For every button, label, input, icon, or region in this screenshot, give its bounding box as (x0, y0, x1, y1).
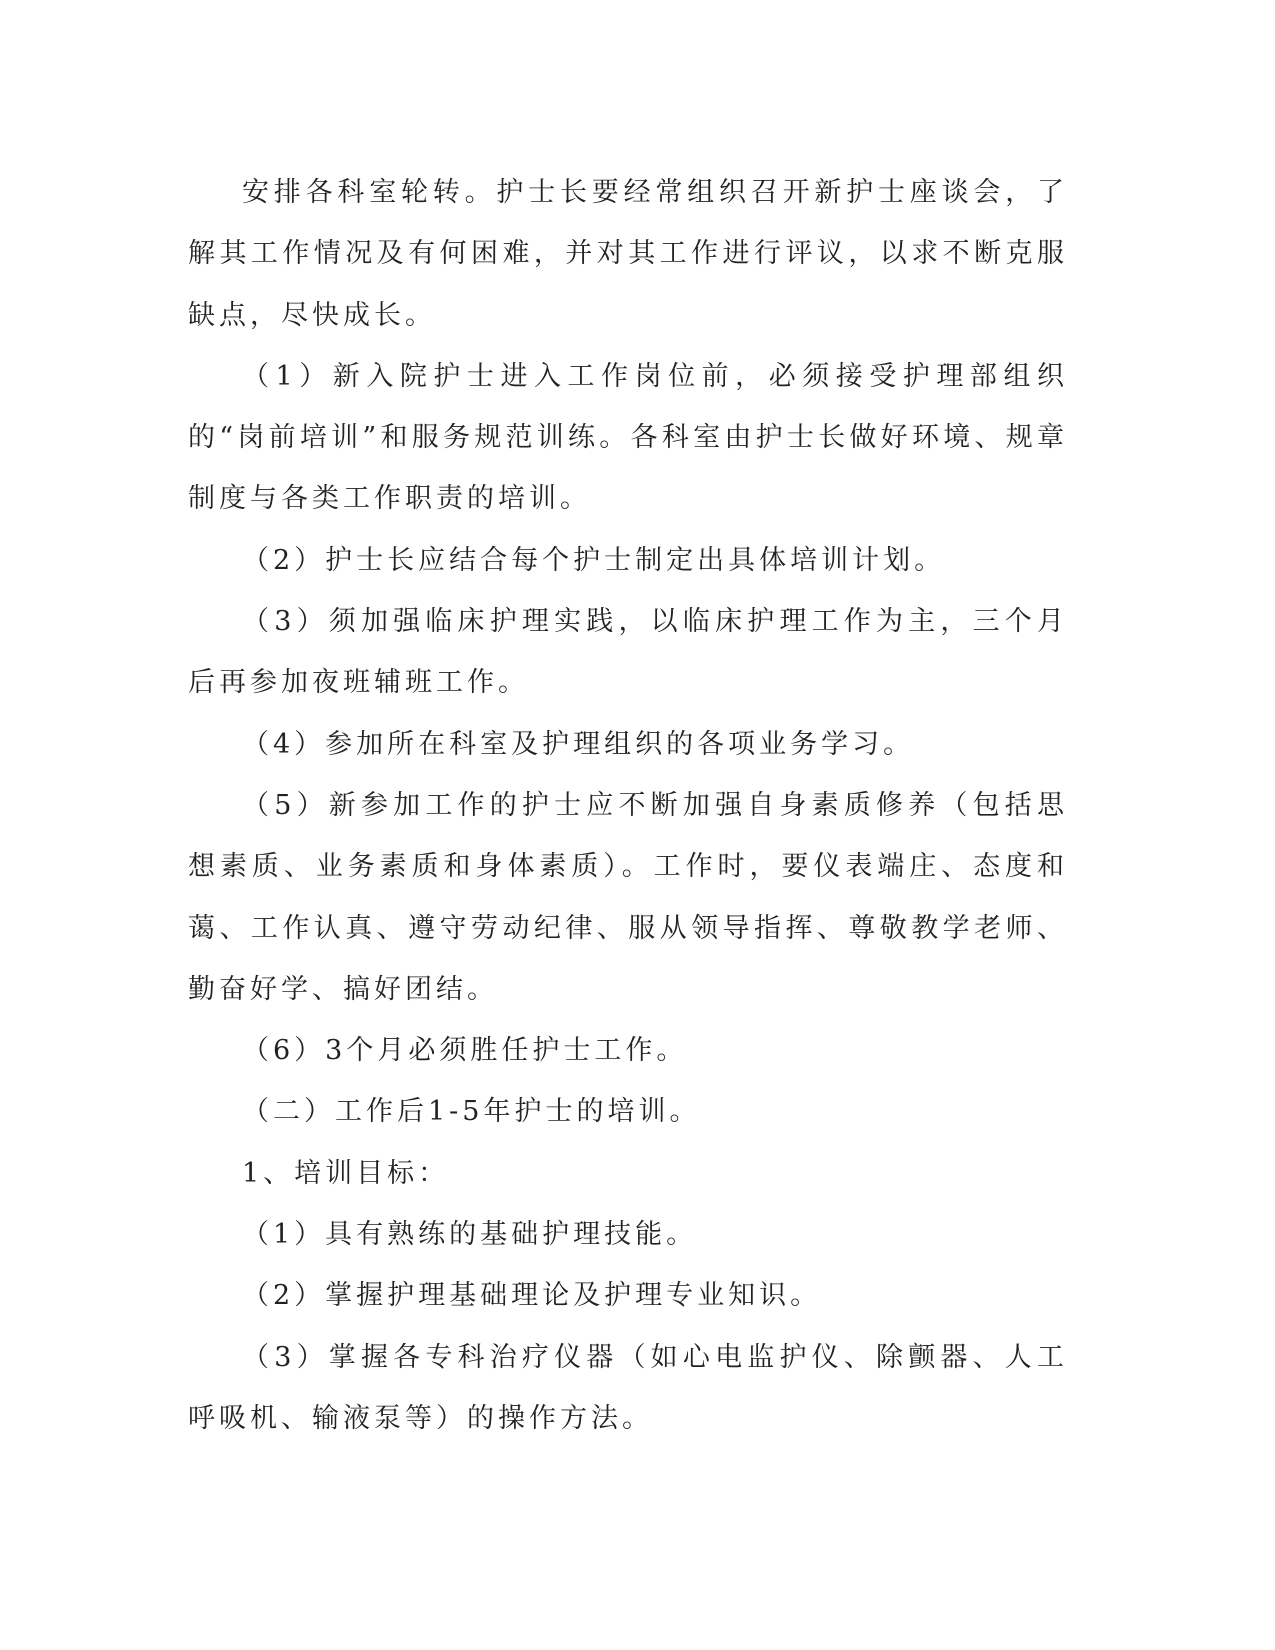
subheading-training-goals: 1、培训目标： (242, 1157, 450, 1189)
paragraph-item-2-training-plan: （2）护士长应结合每个护士制定出具体培训计划。 (242, 544, 946, 576)
section-heading-1-5-years: （二）工作后1-5年护士的培训。 (242, 1096, 701, 1128)
paragraph-rotation: 安排各科室轮转。护士长要经常组织召开新护士座谈会，了解其工作情况及有何困难，并对其工作进行评议，以求不断克服缺点，尽快成长。 (188, 177, 1068, 331)
document-body (188, 162, 1068, 1449)
paragraph-goal-2-theory: （2）掌握护理基础理论及护理专业知识。 (242, 1280, 822, 1312)
paragraph-item-3-clinical-practice: （3）须加强临床护理实践，以临床护理工作为主，三个月后再参加夜班辅班工作。 (188, 606, 1068, 699)
paragraph-item-6-competence: （6）3个月必须胜任护士工作。 (242, 1035, 688, 1067)
paragraph-item-1-pre-job-training: （1）新入院护士进入工作岗位前，必须接受护理部组织的“岗前培训”和服务规范训练。各科室由护士长做好环境、规章制度与各类工作职责的培训。 (188, 360, 1068, 515)
paragraph-goal-1-basic-skills: （1）具有熟练的基础护理技能。 (242, 1219, 698, 1251)
paragraph-item-4-business-study: （4）参加所在科室及护理组织的各项业务学习。 (242, 728, 915, 760)
paragraph-item-5-self-cultivation: （5）新参加工作的护士应不断加强自身素质修养（包括思想素质、业务素质和身体素质）。工作时，要仪表端庄、态度和蔼、工作认真、遵守劳动纪律、服从领导指挥、尊敬教学老师、勤奋好学、搞好团结。 (188, 789, 1068, 1005)
paragraph-goal-3-instruments: （3）掌握各专科治疗仪器（如心电监护仪、除颤器、人工呼吸机、输液泵等）的操作方法。 (188, 1341, 1068, 1434)
